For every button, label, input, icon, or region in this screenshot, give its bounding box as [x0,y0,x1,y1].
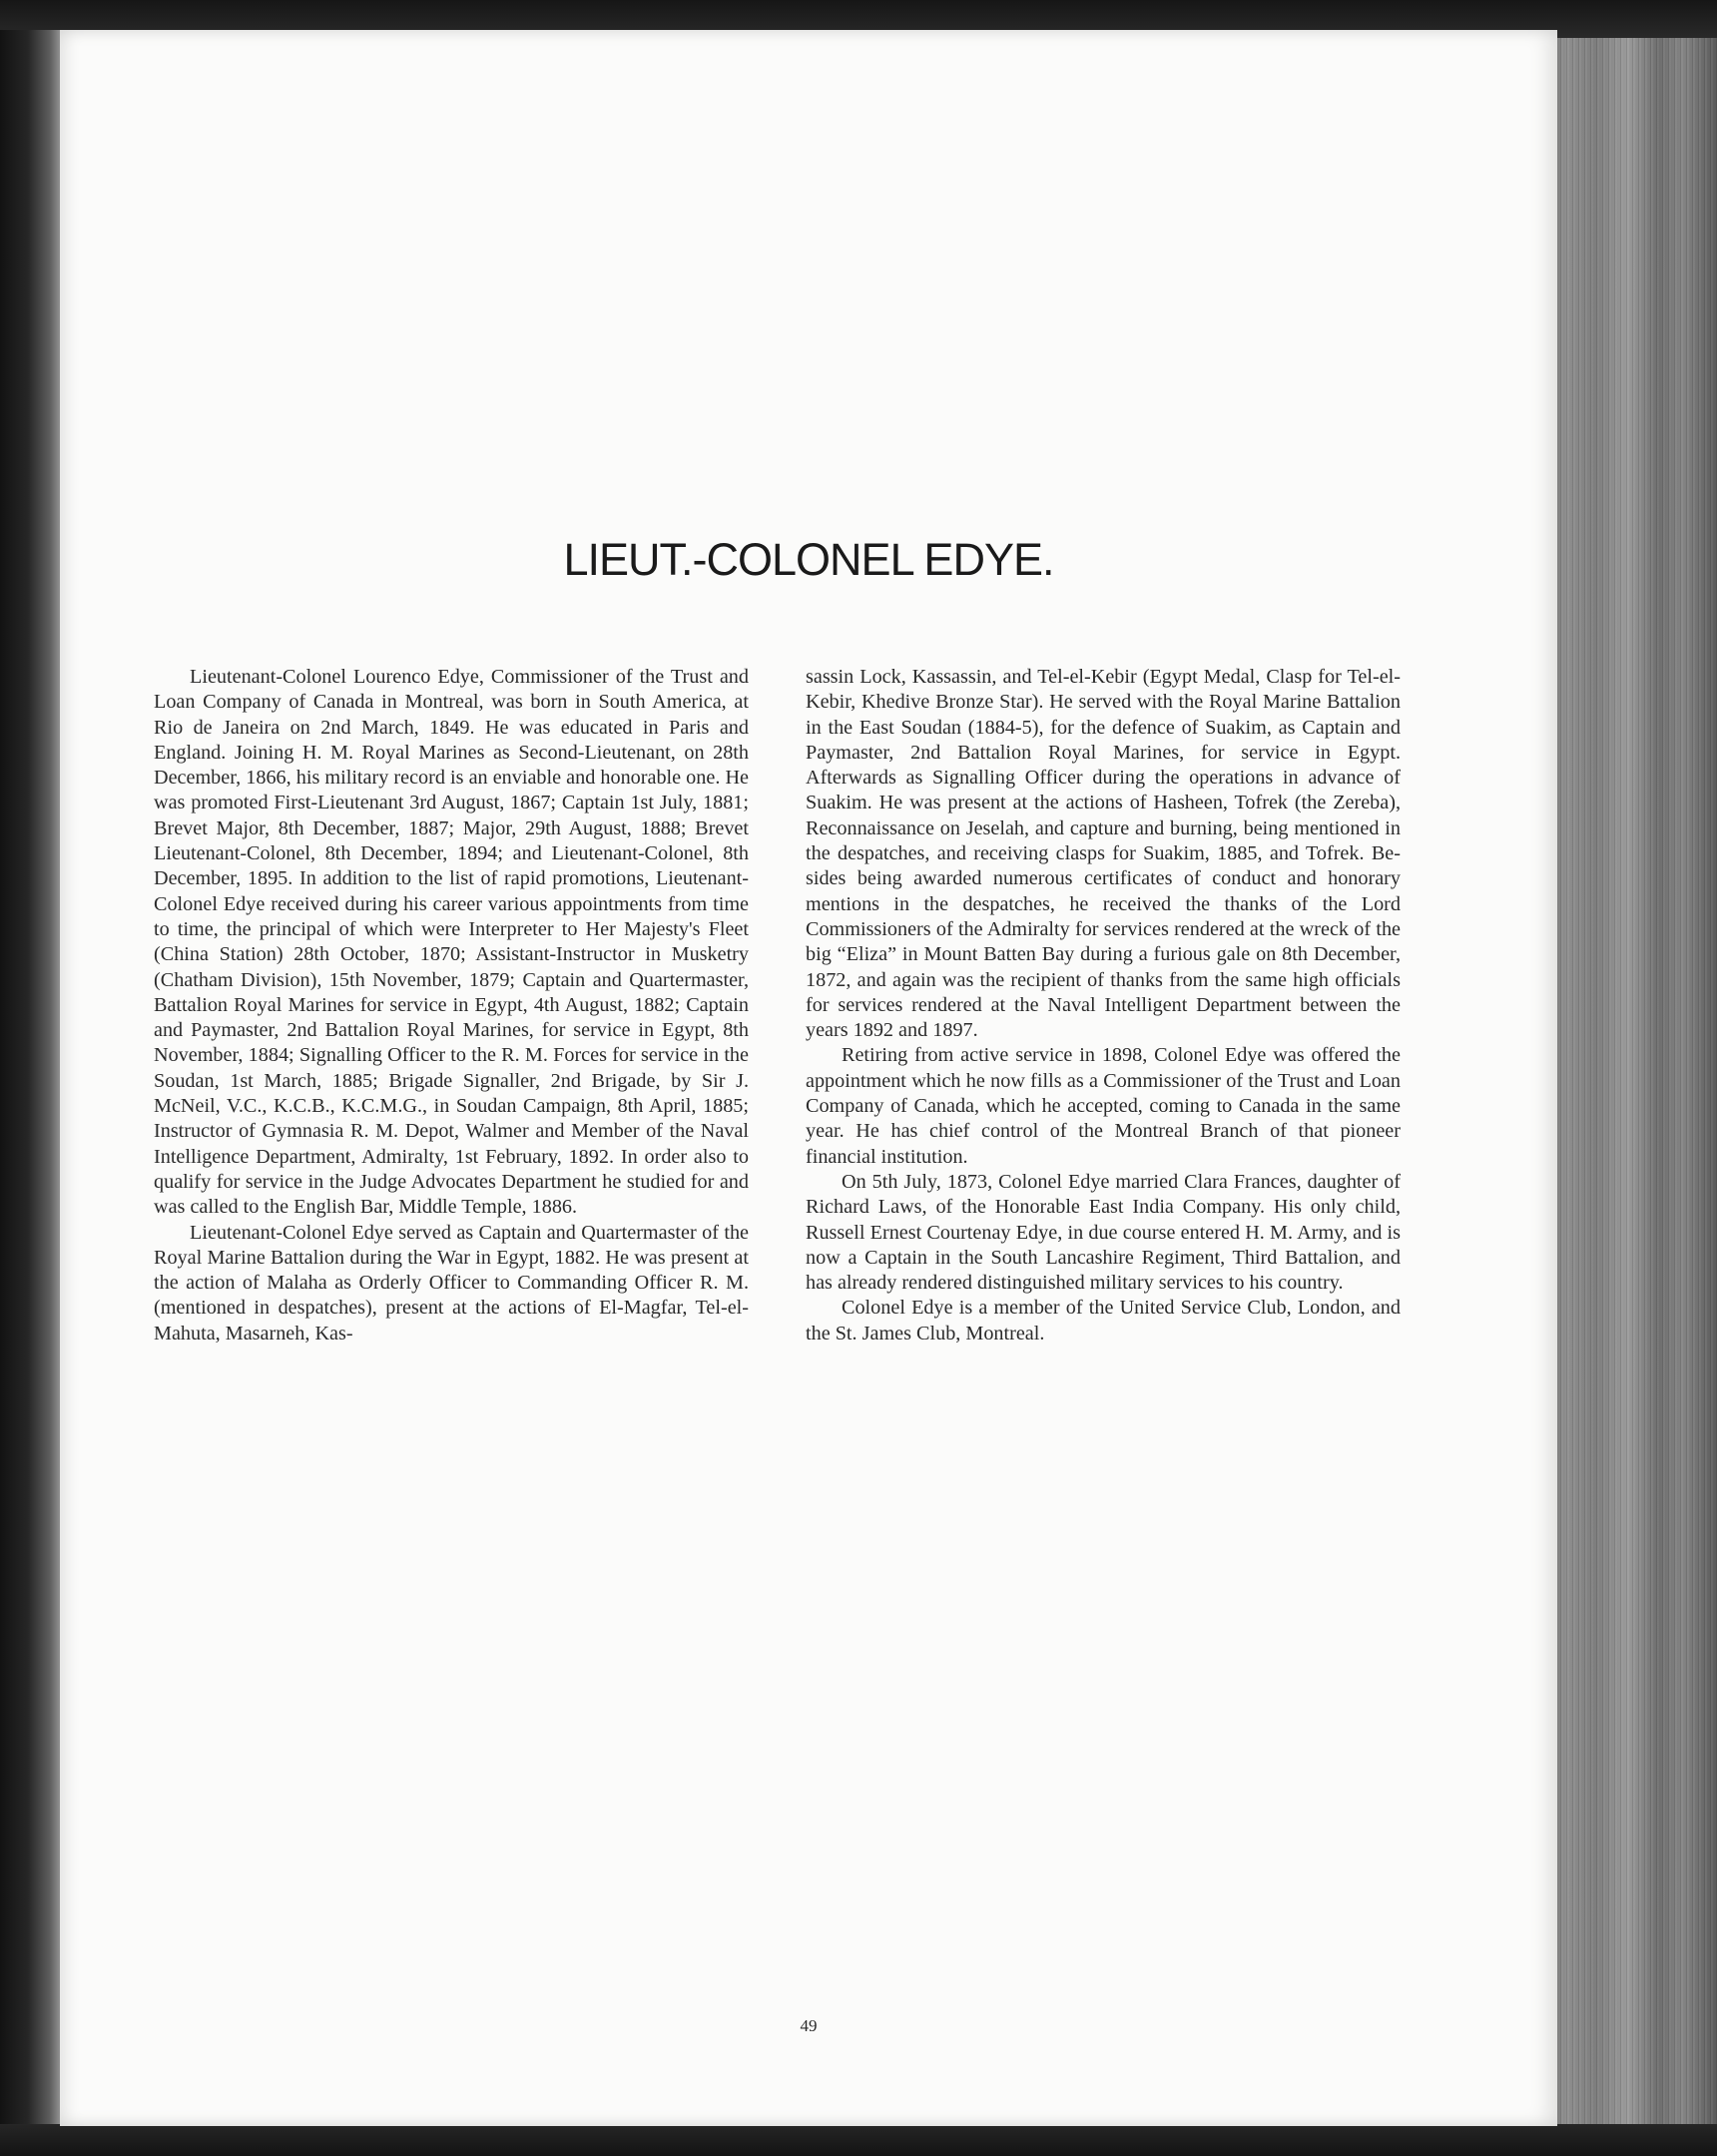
paragraph: Colonel Edye is a member of the United Service Club, London, and the St. James Club, Montreal. [806,1297,1401,1345]
book-page [60,30,1557,2126]
paragraph: Retiring from active service in 1898, Colonel Edye was offered the appointment which he now fills as a Commissioner of the Trust and Loan Company of Canada, which he accepted, coming to Canada in the same year. He has chief control of the Montreal Branch of that pioneer financial institution. [806,1044,1401,1168]
paragraph: Lieutenant-Colonel Edye served as Captain and Quartermaster of the Royal Marine Battalion during the War in Egypt, 1882. He was present at the action of Malaha as Orderly Officer to Commanding Officer R. M. (mentioned in despatches), present at the actions of El-Magfar, Tel-el-Mahuta, Masarneh, Kas- [154,1221,749,1345]
book-binding-edge [0,30,62,2156]
paragraph: Lieutenant-Colonel Lourenco Edye, Commissioner of the Trust and Loan Company of Canada in Montreal, was born in South America, at Rio de Janeira on 2nd March, 1849. He was educated in Paris and England. Joining H. M. Royal Marines as Second-Lieutenant, on 28th December, 1866, his military record is an enviable and honorable one. He was promoted First-Lieutenant 3rd August, 1867; Captain 1st July, 1881; Brevet Major, 8th December, 1887; Major, 29th August, 1888; Brevet Lieutenant-Colonel, 8th December, 1894; and Lieutenant-Colonel, 8th December, 1895. In addition to the list of rapid promotions, Lieutenant-Colonel Edye received during his career various appointments from time to time, the principal of which were Interpreter to Her Majesty's Fleet (China Station) 28th October, 1870; Assistant-Instructor in Musketry (Chatham Division), 15th November, 1879; Captain and Quartermaster, Battalion Royal Marines for service in Egypt, 4th August, 1882; Captain and Paymaster, 2nd Battalion Royal Marines, for service in Egypt, 8th November, 1884; Signalling Officer to the R. M. Forces for service in the Soudan, 1st March, 1885; Brigade Signaller, 2nd Brigade, by Sir J. McNeil, V.C., K.C.B., K.C.M.G., in Soudan Campaign, 8th April, 1885; Instructor of Gymnasia R. M. Depot, Walmer and Member of the Naval Intelligence Department, Admiralty, 1st February, 1892. In order also to qualify for service in the Judge Advocates Department he studied for and was called to the English Bar, Middle Temple, 1886. [154,666,749,1219]
right-text-column [806,665,1401,1347]
page-title: LIEUT.-COLONEL EDYE. [563,534,1054,585]
page-fore-edge [1545,38,1717,2126]
left-text-column [154,665,749,1347]
paragraph-continuation: sassin Lock, Kassassin, and Tel-el-Kebir (Egypt Medal, Clasp for Tel-el-Kebir, Khedive Bronze Star). He served with the Royal Marine Battalion in the East Soudan (1884-5), for the defence of Suakim, as Captain and Paymaster, 2nd Battalion Royal Marines, for service in Egypt. Afterwards as Signalling Officer during the operations in advance of Suakim. He was present at the actions of Hasheen, Tofrek (the Zereba), Reconnaissance on Jeselah, and capture and burning, being mentioned in the despatches, and receiving clasps for Suakim, 1885, and Tofrek. Besides being awarded numerous certificates of conduct and honorary mentions in the despatches, he received the thanks of the Lord Commissioners of the Admiralty for services rendered at the wreck of the big “Eliza” in Mount Batten Bay during a furious gale on 8th December, 1872, and again was the recipient of thanks from the same high officials for services rendered at the Naval Intelligent Department between the years 1892 and 1897. [806,666,1401,1042]
scan-bottom-border [0,2124,1717,2156]
paragraph: On 5th July, 1873, Colonel Edye married Clara Frances, daughter of Richard Laws, of the Honorable East India Company. His only child, Russell Ernest Courtenay Edye, in due course entered H. M. Army, and is now a Captain in the South Lancashire Regiment, Third Battalion, and has already rendered distinguished military services to his country. [806,1170,1401,1295]
page-number: 49 [800,2016,818,2035]
